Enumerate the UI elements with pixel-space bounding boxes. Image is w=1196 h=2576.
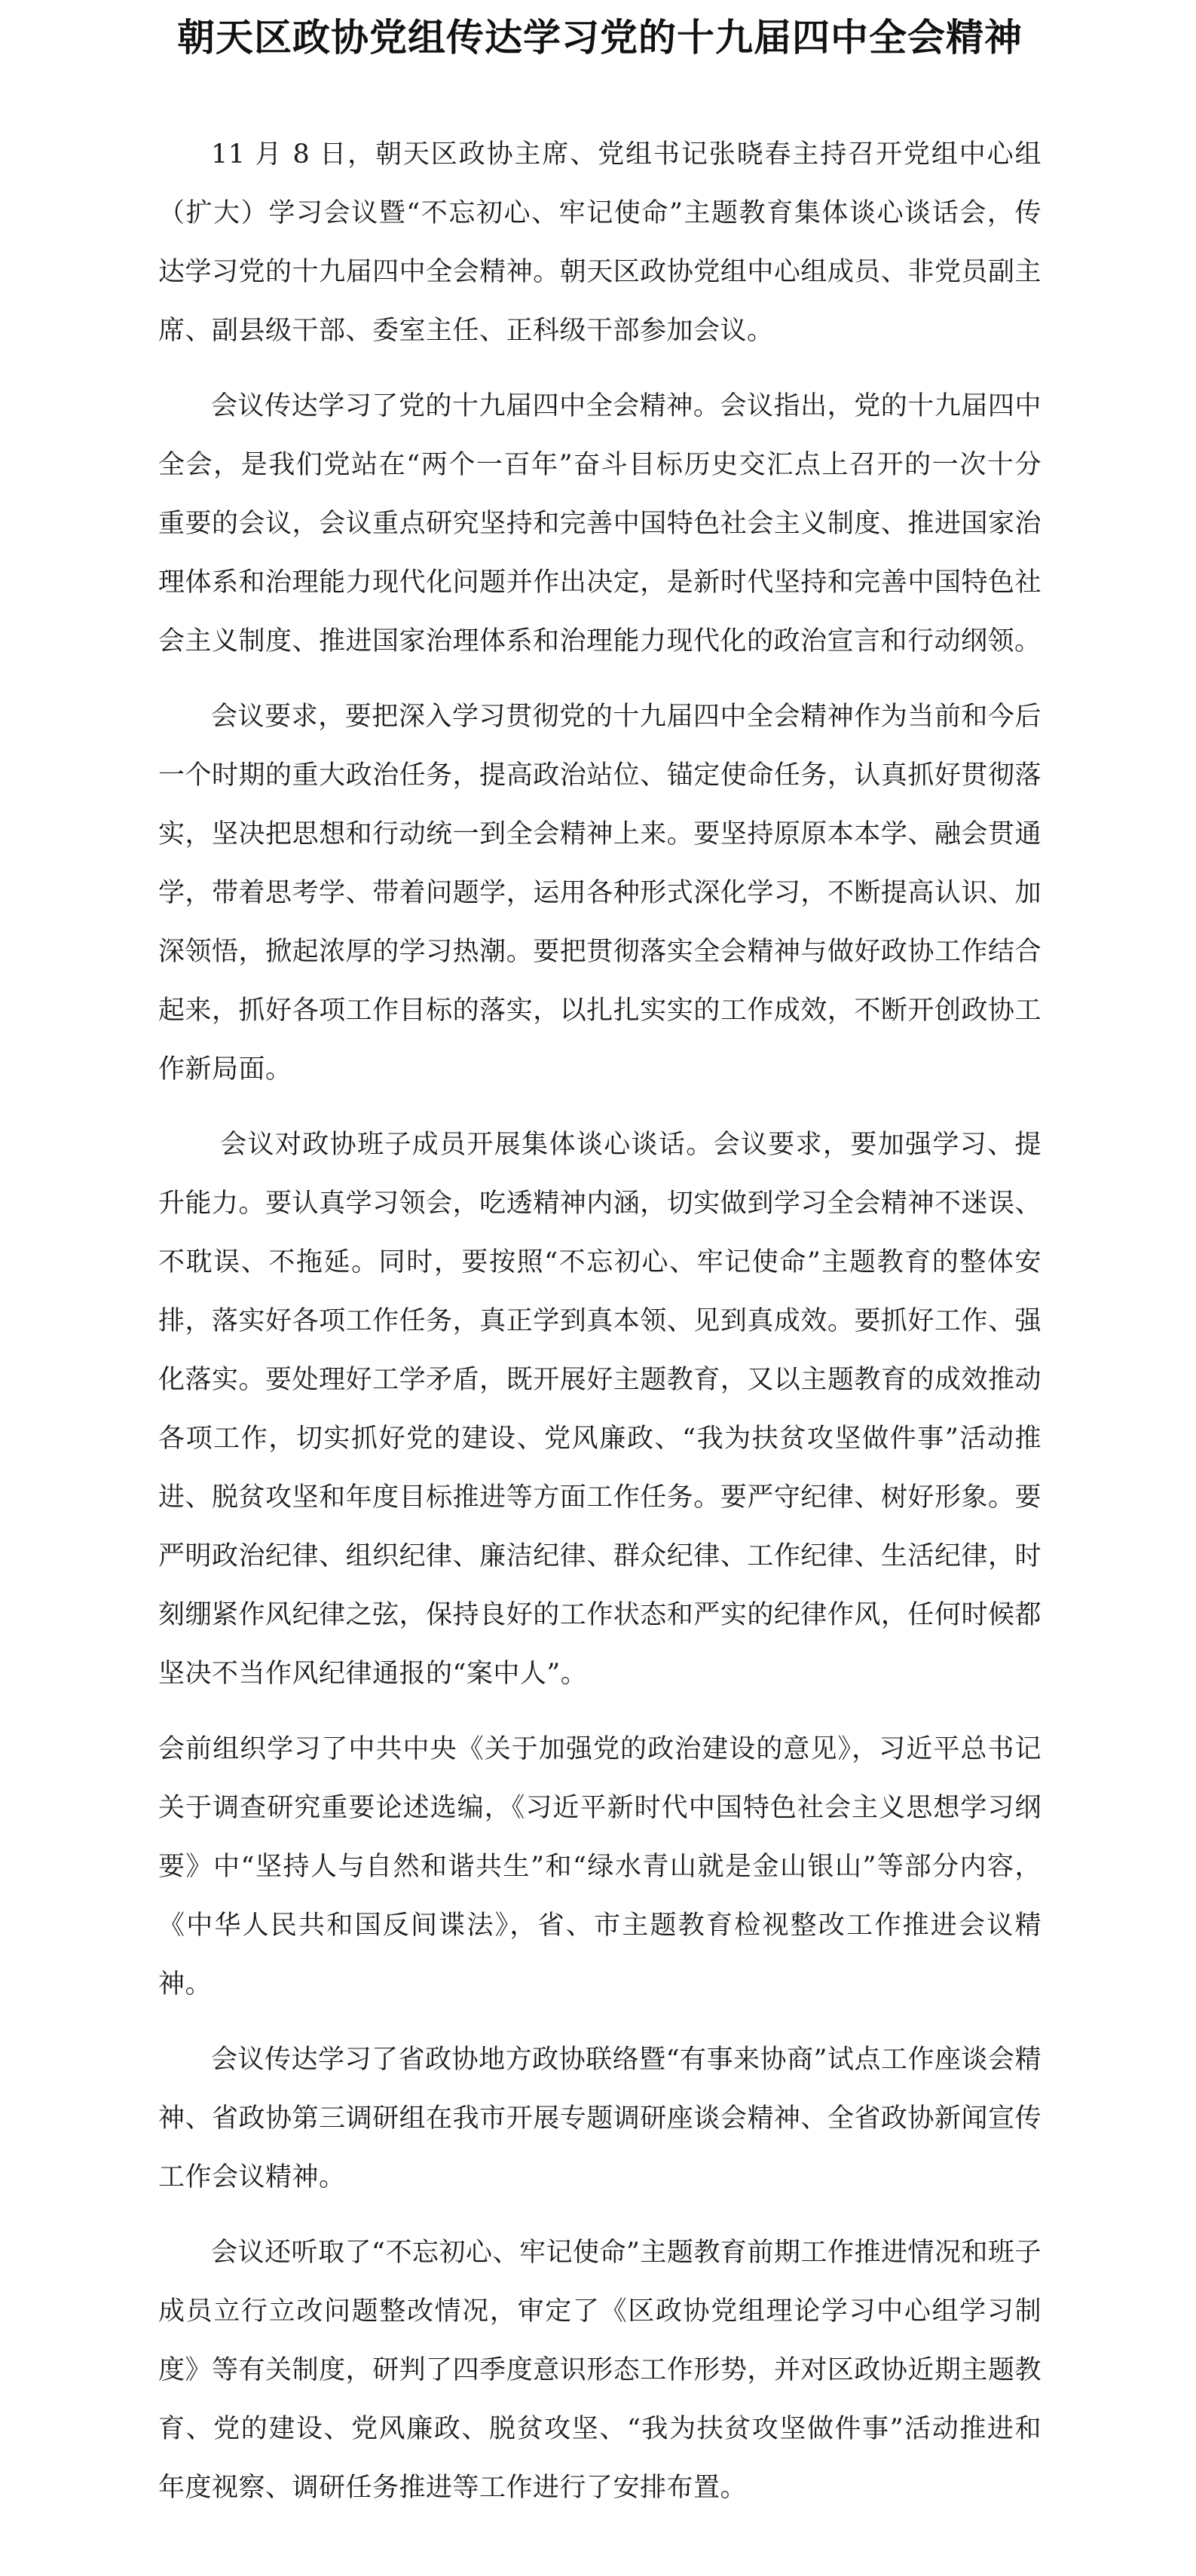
paragraph-collective-talk: 会议对政协班子成员开展集体谈心谈话。会议要求，要加强学习、提升能力。要认真学习领会，吃透精神内涵，切实做到学习全会精神不迷误、不耽误、不拖延。同时，要按照“不忘初心、牢记使命”主题教育的整体安排，落实好各项工作任务，真正学到真本领、见到真成效。要抓好工作、强化落实。要处理好工学矛盾，既开展好主题教育，又以主题教育的成效推动各项工作，切实抓好党的建设、党风廉政、“我为扶贫攻坚做件事”活动推进、脱贫攻坚和年度目标推进等方面工作任务。要严守纪律、树好形象。要严明政治纪律、组织纪律、廉洁纪律、群众纪律、工作纪律、生活纪律，时刻绷紧作风纪律之弦，保持良好的工作状态和严实的纪律作风，任何时候都坚决不当作风纪律通报的“案中人”。 <box>158 1130 1042 1689</box>
paragraph-arrangements: 会议还听取了“不忘初心、牢记使命”主题教育前期工作推进情况和班子成员立行立改问题整改情况，审定了《区政协党组理论学习中心组学习制度》等有关制度，研判了四季度意识形态工作形势，并对区政协近期主题教育、党的建设、党风廉政、脱贫攻坚、“我为扶贫攻坚做件事”活动推进和年度视察、调研任务推进等工作进行了安排布置。 <box>158 2238 1042 2503</box>
article-title: 朝天区政协党组传达学习党的十九届四中全会精神 <box>177 15 1023 60</box>
paragraph-cppcc-liaison: 会议传达学习了省政协地方政协联络暨“有事来协商”试点工作座谈会精神、省政协第三调研组在我市开展专题调研座谈会精神、全省政协新闻宣传工作会议精神。 <box>158 2045 1042 2192</box>
article-body <box>158 125 1042 2517</box>
paragraph-plenum-spirit: 会议传达学习了党的十九届四中全会精神。会议指出，党的十九届四中全会，是我们党站在“两个一百年”奋斗目标历史交汇点上召开的一次十分重要的会议，会议重点研究坚持和完善中国特色社会主义制度、推进国家治理体系和治理能力现代化问题并作出决定，是新时代坚持和完善中国特色社会主义制度、推进国家治理体系和治理能力现代化的政治宣言和行动纲领。 <box>158 391 1042 656</box>
paragraph-meeting-requirements: 会议要求，要把深入学习贯彻党的十九届四中全会精神作为当前和今后一个时期的重大政治任务，提高政治站位、锚定使命任务，认真抓好贯彻落实，坚决把思想和行动统一到全会精神上来。要坚持原原本本学、融会贯通学，带着思考学、带着问题学，运用各种形式深化学习，不断提高认识、加深领悟，掀起浓厚的学习热潮。要把贯彻落实全会精神与做好政协工作结合起来，抓好各项工作目标的落实，以扎扎实实的工作成效，不断开创政协工作新局面。 <box>158 702 1042 1085</box>
paragraph-meeting-intro: 11 月 8 日，朝天区政协主席、党组书记张晓春主持召开党组中心组（扩大）学习会议暨“不忘初心、牢记使命”主题教育集体谈心谈话会，传达学习党的十九届四中全会精神。朝天区政协党组中心组成员、非党员副主席、副县级干部、委室主任、正科级干部参加会议。 <box>158 139 1042 346</box>
paragraph-pre-meeting-study: 会前组织学习了中共中央《关于加强党的政治建设的意见》，习近平总书记关于调查研究重要论述选编，《习近平新时代中国特色社会主义思想学习纲要》中“坚持人与自然和谐共生”和“绿水青山就是金山银山”等部分内容，《中华人民共和国反间谍法》，省、市主题教育检视整改工作推进会议精神。 <box>158 1734 1042 1999</box>
